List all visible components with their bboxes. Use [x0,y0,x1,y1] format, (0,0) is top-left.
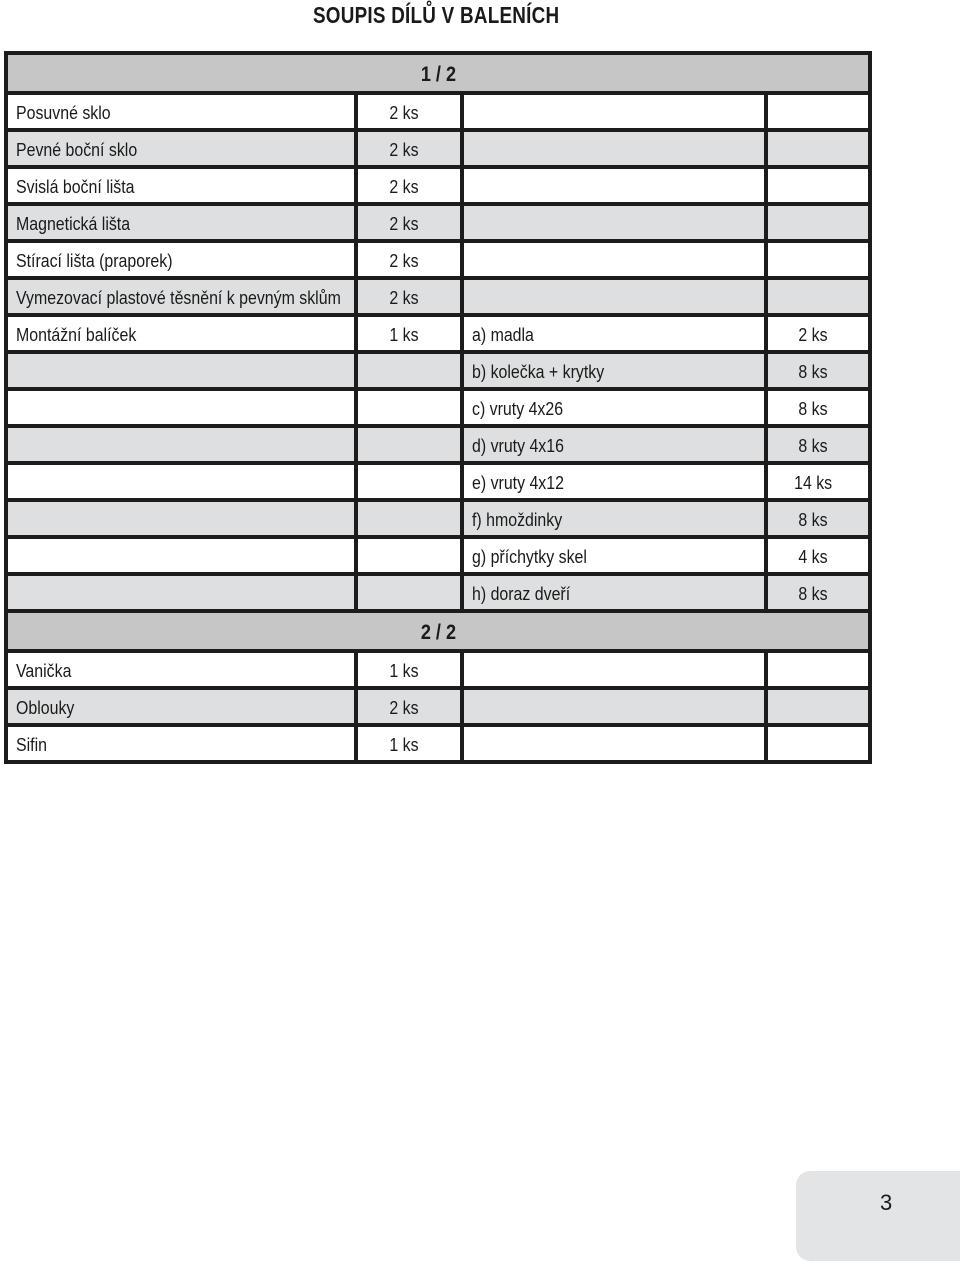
sub-item-qty-cell [768,428,868,461]
part-name-cell-text: Montážní balíček [16,324,137,345]
table-row [8,317,868,354]
sub-item-cell [464,132,764,165]
sub-item-cell [464,169,764,202]
sub-item-qty-cell [768,690,868,723]
sub-item-qty-cell-text: 14 ks [793,472,833,493]
part-qty-cell [358,391,460,424]
part-qty-cell [358,132,460,165]
part-qty-cell [358,428,460,461]
sub-item-cell [464,206,764,239]
page-number-box [796,1171,960,1261]
sub-item-cell [464,653,764,686]
part-qty-cell-text: 1 ks [389,324,419,345]
part-name-cell [8,539,354,572]
part-name-cell-text: Posuvné sklo [16,102,111,123]
part-name-cell [8,653,354,686]
sub-item-cell-text: c) vruty 4x26 [472,398,564,419]
part-name-cell-text: Vanička [16,660,72,681]
part-name-cell [8,391,354,424]
part-name-cell-text: Oblouky [16,697,75,718]
sub-item-cell [464,539,764,572]
part-qty-cell-text: 2 ks [389,102,419,123]
table-row [8,354,868,391]
sub-item-cell-text: a) madla [472,324,534,345]
part-name-cell [8,576,354,609]
table-row [8,539,868,576]
part-qty-cell-text: 1 ks [389,734,419,755]
sub-item-qty-cell [768,576,868,609]
sub-item-cell-text: f) hmoždinky [472,509,563,530]
section-header-label: 2 / 2 [420,621,456,644]
part-name-cell [8,690,354,723]
part-name-cell [8,354,354,387]
part-name-cell-text: Stírací lišta (praporek) [16,250,173,271]
part-qty-cell-text: 2 ks [389,213,419,234]
sub-item-qty-cell [768,727,868,760]
sub-item-cell [464,280,764,313]
table-row [8,465,868,502]
sub-item-cell [464,95,764,128]
page-number: 3 [880,1190,893,1215]
part-name-cell-text: Vymezovací plastové těsnění k pevným sklům [16,287,341,308]
table-row [8,169,868,206]
section-header-label: 1 / 2 [420,63,456,86]
part-qty-cell [358,653,460,686]
table-row [8,576,868,613]
section-header [8,613,868,653]
sub-item-qty-cell [768,95,868,128]
sub-item-qty-cell [768,206,868,239]
table-row [8,132,868,169]
sub-item-cell [464,465,764,498]
part-qty-cell-text: 2 ks [389,287,419,308]
sub-item-qty-cell [768,280,868,313]
table-row [8,206,868,243]
table-row [8,727,868,760]
sub-item-cell [464,727,764,760]
sub-item-cell [464,576,764,609]
part-name-cell [8,132,354,165]
sub-item-cell [464,243,764,276]
part-name-cell-text: Svislá boční lišta [16,176,135,197]
part-qty-cell [358,354,460,387]
sub-item-cell-text: d) vruty 4x16 [472,435,564,456]
part-name-cell-text: Sifin [16,734,47,755]
sub-item-qty-cell-text: 8 ks [798,435,828,456]
part-qty-cell-text: 2 ks [389,697,419,718]
part-qty-cell [358,243,460,276]
part-qty-cell-text: 2 ks [389,139,419,160]
sub-item-qty-cell [768,354,868,387]
sub-item-qty-cell [768,465,868,498]
part-qty-cell [358,576,460,609]
table-row [8,243,868,280]
part-name-cell [8,280,354,313]
sub-item-cell-text: g) příchytky skel [472,546,587,567]
table-row [8,502,868,539]
part-qty-cell [358,317,460,350]
sub-item-qty-cell [768,653,868,686]
sub-item-cell-text: e) vruty 4x12 [472,472,564,493]
sub-item-cell [464,317,764,350]
page-title [79,2,794,29]
sub-item-qty-cell-text: 8 ks [798,509,828,530]
sub-item-qty-cell-text: 8 ks [798,583,828,604]
part-qty-cell [358,280,460,313]
table-row [8,653,868,690]
part-name-cell [8,317,354,350]
part-name-cell [8,727,354,760]
part-qty-cell [358,690,460,723]
sub-item-qty-cell-text: 8 ks [798,398,828,419]
sub-item-qty-cell-text: 2 ks [798,324,828,345]
part-name-cell [8,95,354,128]
sub-item-cell-text: b) kolečka + krytky [472,361,605,382]
part-qty-cell [358,727,460,760]
part-name-cell [8,243,354,276]
part-qty-cell [358,465,460,498]
sub-item-qty-cell [768,243,868,276]
part-qty-cell-text: 1 ks [389,660,419,681]
sub-item-qty-cell-text: 8 ks [798,361,828,382]
part-qty-cell [358,502,460,535]
sub-item-cell [464,690,764,723]
part-qty-cell [358,169,460,202]
sub-item-cell [464,354,764,387]
table-row [8,690,868,727]
sub-item-cell [464,502,764,535]
sub-item-qty-cell [768,391,868,424]
sub-item-qty-cell [768,132,868,165]
part-name-cell-text: Pevné boční sklo [16,139,138,160]
part-name-cell [8,169,354,202]
sub-item-qty-cell [768,502,868,535]
sub-item-qty-cell-text: 4 ks [798,546,828,567]
table-row [8,280,868,317]
sub-item-cell-text: h) doraz dveří [472,583,571,604]
page-title-text: SOUPIS DÍLŮ V BALENÍCH [312,2,560,28]
part-name-cell [8,428,354,461]
parts-table [4,51,872,764]
sub-item-cell [464,391,764,424]
table-row [8,95,868,132]
section-header [8,55,868,95]
sub-item-qty-cell [768,317,868,350]
part-qty-cell [358,95,460,128]
part-qty-cell [358,539,460,572]
table-row [8,391,868,428]
table-row [8,428,868,465]
part-name-cell [8,502,354,535]
part-name-cell [8,206,354,239]
part-qty-cell [358,206,460,239]
part-name-cell-text: Magnetická lišta [16,213,131,234]
sub-item-qty-cell [768,169,868,202]
sub-item-qty-cell [768,539,868,572]
part-name-cell [8,465,354,498]
sub-item-cell [464,428,764,461]
part-qty-cell-text: 2 ks [389,250,419,271]
part-qty-cell-text: 2 ks [389,176,419,197]
